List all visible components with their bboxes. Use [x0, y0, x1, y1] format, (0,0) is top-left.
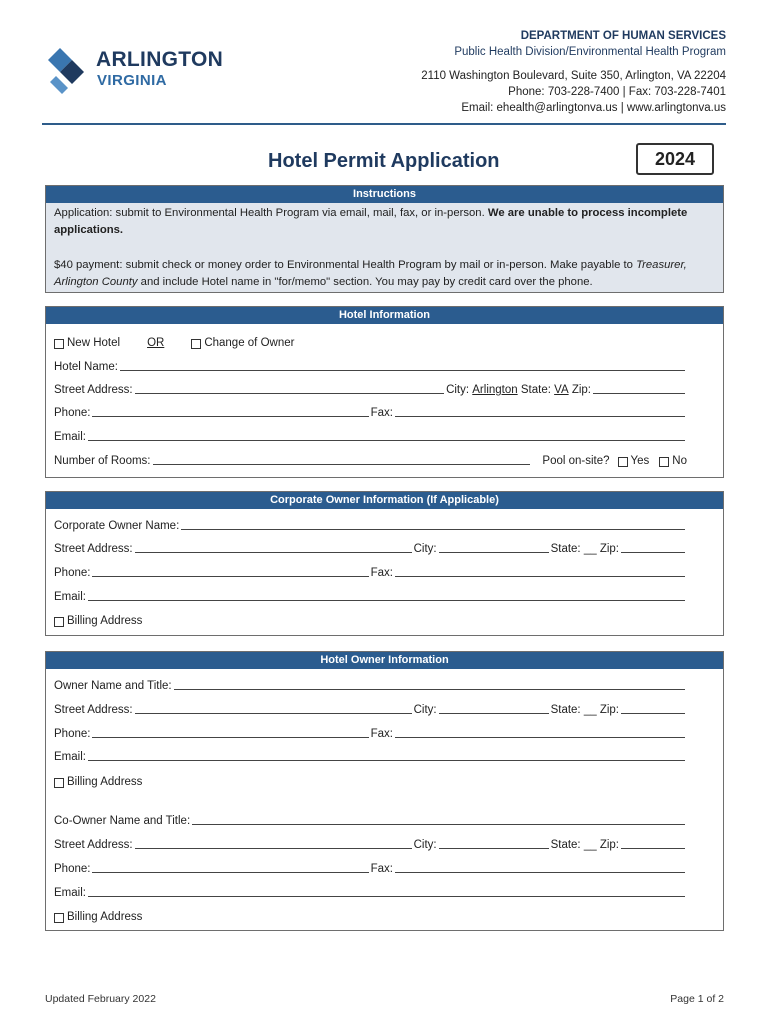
- coowner-billing-row: [54, 907, 687, 923]
- corp-phone-field[interactable]: [92, 565, 368, 577]
- instructions-paragraph-1: [54, 205, 711, 239]
- owner-address-row: [54, 700, 687, 716]
- corp-email-row: [54, 587, 687, 603]
- coowner-billing-checkbox[interactable]: [54, 913, 64, 923]
- hotel-street-label: Street Address:: [54, 384, 133, 396]
- corp-state-label: State: __: [550, 543, 597, 555]
- owner-phone-field[interactable]: [92, 726, 368, 738]
- hotel-name-row: [54, 357, 687, 373]
- hotel-fax-field[interactable]: [395, 405, 685, 417]
- hotel-address-row: [54, 380, 687, 396]
- corp-zip-label: Zip:: [599, 543, 619, 555]
- footer-page-number: Page 1 of 2: [670, 993, 724, 1005]
- hotel-type-row: [54, 333, 687, 349]
- page-title: Hotel Permit Application: [268, 150, 500, 172]
- coowner-zip-field[interactable]: [621, 837, 685, 849]
- corp-street-field[interactable]: [135, 541, 412, 553]
- hotel-name-label: Hotel Name:: [54, 361, 118, 373]
- owner-name-label: Owner Name and Title:: [54, 680, 172, 692]
- owner-fax-field[interactable]: [395, 726, 685, 738]
- instructions-p2-italic1: Treasurer,: [636, 259, 687, 271]
- instructions-p2-italic2: Arlington County: [54, 276, 138, 288]
- hotel-info-section: [45, 306, 724, 478]
- hotel-city-label: City:: [446, 384, 470, 396]
- coowner-zip-label: Zip:: [599, 839, 619, 851]
- hotel-phone-label: Phone:: [54, 407, 91, 419]
- hotel-email-row: [54, 427, 687, 443]
- coowner-state-label: State: __: [550, 839, 597, 851]
- logo-line1: ARLINGTON: [96, 48, 224, 71]
- new-hotel-checkbox[interactable]: [54, 339, 64, 349]
- change-owner-label: Change of Owner: [204, 337, 295, 349]
- coowner-city-field[interactable]: [439, 837, 549, 849]
- coowner-billing-label: Billing Address: [67, 911, 143, 923]
- corp-name-label: Corporate Owner Name:: [54, 520, 180, 532]
- rooms-label: Number of Rooms:: [54, 455, 151, 467]
- change-owner-checkbox[interactable]: [191, 339, 201, 349]
- corp-fax-label: Fax:: [370, 567, 393, 579]
- hotel-zip-label: Zip:: [571, 384, 591, 396]
- owner-zip-label: Zip:: [599, 704, 619, 716]
- coowner-street-label: Street Address:: [54, 839, 133, 851]
- owner-name-row: [54, 676, 687, 692]
- owner-city-label: City:: [413, 704, 437, 716]
- corporate-owner-section: [45, 491, 724, 636]
- corp-name-field[interactable]: [181, 518, 685, 530]
- owner-heading: Hotel Owner Information: [46, 652, 723, 669]
- corp-zip-field[interactable]: [621, 541, 685, 553]
- hotel-fax-label: Fax:: [370, 407, 393, 419]
- hotel-email-field[interactable]: [88, 429, 685, 441]
- owner-zip-field[interactable]: [621, 702, 685, 714]
- hotel-phone-field[interactable]: [92, 405, 368, 417]
- corp-street-label: Street Address:: [54, 543, 133, 555]
- office-email-web: Email: ehealth@arlingtonva.us | www.arlingtonva.us: [461, 102, 726, 114]
- or-label: OR: [147, 337, 165, 349]
- owner-state-label: State: __: [550, 704, 597, 716]
- office-phone-fax: Phone: 703-228-7400 | Fax: 703-228-7401: [508, 86, 726, 98]
- hotel-street-field[interactable]: [135, 382, 444, 394]
- owner-email-field[interactable]: [88, 749, 685, 761]
- pool-no-checkbox[interactable]: [659, 457, 669, 467]
- division-name: Public Health Division/Environmental Health Program: [454, 46, 726, 58]
- corp-name-row: [54, 516, 687, 532]
- owner-billing-label: Billing Address: [67, 776, 143, 788]
- pool-no-label: No: [672, 455, 687, 467]
- new-hotel-label: New Hotel: [67, 337, 121, 349]
- logo-mark-icon: [46, 46, 92, 96]
- department-name: DEPARTMENT OF HUMAN SERVICES: [520, 30, 726, 42]
- coowner-email-label: Email:: [54, 887, 86, 899]
- owner-email-row: [54, 747, 687, 763]
- instructions-p1-text: Application: submit to Environmental Health Program via email, mail, fax, or in-person.: [54, 207, 485, 219]
- arlington-logo: [46, 46, 246, 96]
- owner-street-field[interactable]: [135, 702, 412, 714]
- instructions-paragraph-2: [54, 257, 711, 291]
- coowner-phone-row: [54, 859, 687, 875]
- owner-billing-row: [54, 772, 687, 788]
- owner-fax-label: Fax:: [370, 728, 393, 740]
- coowner-email-row: [54, 883, 687, 899]
- coowner-phone-field[interactable]: [92, 861, 368, 873]
- corp-phone-row: [54, 563, 687, 579]
- rooms-field[interactable]: [153, 453, 531, 465]
- corp-city-label: City:: [413, 543, 437, 555]
- coowner-street-field[interactable]: [135, 837, 412, 849]
- owner-name-field[interactable]: [174, 678, 685, 690]
- coowner-name-field[interactable]: [192, 813, 685, 825]
- corp-billing-checkbox[interactable]: [54, 617, 64, 627]
- corp-address-row: [54, 539, 687, 555]
- hotel-owner-section: [45, 651, 724, 931]
- coowner-fax-label: Fax:: [370, 863, 393, 875]
- corp-email-field[interactable]: [88, 589, 685, 601]
- header-divider: [42, 123, 726, 125]
- office-address: 2110 Washington Boulevard, Suite 350, Arlington, VA 22204: [421, 70, 726, 82]
- corp-fax-field[interactable]: [395, 565, 685, 577]
- hotel-state-value: VA: [554, 384, 569, 396]
- coowner-email-field[interactable]: [88, 885, 685, 897]
- year-box: 2024: [636, 143, 714, 175]
- pool-label: Pool on-site?: [542, 455, 610, 467]
- hotel-phone-row: [54, 403, 687, 419]
- owner-phone-label: Phone:: [54, 728, 91, 740]
- hotel-zip-field[interactable]: [593, 382, 685, 394]
- footer-updated: Updated February 2022: [45, 993, 156, 1005]
- instructions-p2-a: $40 payment: submit check or money order to Environmental Health Program by mail or in-person. Make payable to: [54, 259, 633, 271]
- owner-city-field[interactable]: [439, 702, 549, 714]
- instructions-p1-bold: We are unable to process incomplete: [487, 207, 688, 219]
- hotel-info-heading: Hotel Information: [46, 307, 723, 324]
- pool-yes-label: Yes: [630, 455, 650, 467]
- owner-street-label: Street Address:: [54, 704, 133, 716]
- coowner-fax-field[interactable]: [395, 861, 685, 873]
- hotel-city-value: Arlington: [472, 384, 518, 396]
- corp-city-field[interactable]: [439, 541, 549, 553]
- coowner-name-label: Co-Owner Name and Title:: [54, 815, 191, 827]
- hotel-state-label: State:: [520, 384, 551, 396]
- hotel-email-label: Email:: [54, 431, 86, 443]
- corp-phone-label: Phone:: [54, 567, 91, 579]
- coowner-phone-label: Phone:: [54, 863, 91, 875]
- hotel-name-field[interactable]: [120, 359, 685, 371]
- instructions-heading: Instructions: [46, 186, 723, 203]
- pool-yes-checkbox[interactable]: [618, 457, 628, 467]
- owner-email-label: Email:: [54, 751, 86, 763]
- corporate-heading: Corporate Owner Information (If Applicable): [46, 492, 723, 509]
- owner-billing-checkbox[interactable]: [54, 778, 64, 788]
- corp-email-label: Email:: [54, 591, 86, 603]
- owner-phone-row: [54, 724, 687, 740]
- coowner-name-row: [54, 811, 687, 827]
- instructions-p2-b: and include Hotel name in "for/memo" section. You may pay by credit card over the phone.: [140, 276, 593, 288]
- corp-billing-label: Billing Address: [67, 615, 143, 627]
- instructions-section: [45, 185, 724, 293]
- logo-line2: VIRGINIA: [97, 72, 167, 89]
- corp-billing-row: [54, 611, 687, 627]
- instructions-p1-bold2: applications.: [54, 224, 124, 236]
- coowner-city-label: City:: [413, 839, 437, 851]
- hotel-rooms-row: [54, 451, 687, 467]
- coowner-address-row: [54, 835, 687, 851]
